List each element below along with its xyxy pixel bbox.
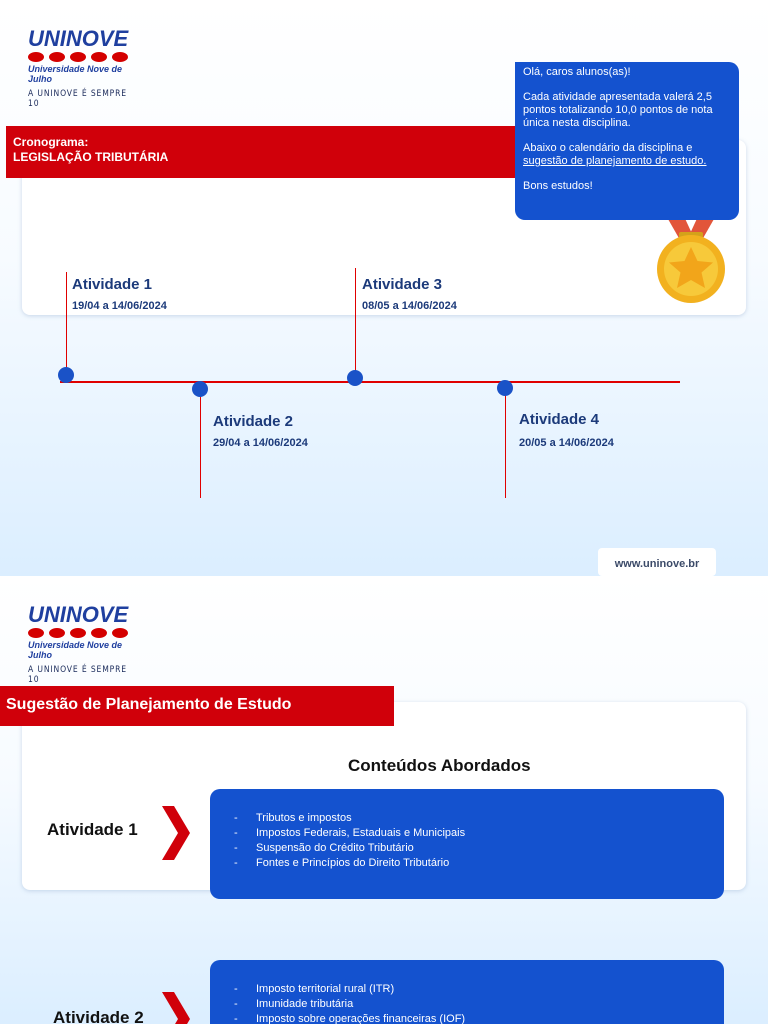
uninove-logo xyxy=(28,28,148,109)
topic-item: - Imunidade tributária xyxy=(230,997,724,1012)
timeline-axis xyxy=(60,381,680,383)
logo-dots xyxy=(28,628,148,638)
bubble-paragraph-1: Cada atividade apresentada valerá 2,5 pontos totalizando 10,0 pontos de nota única nesta disciplina. xyxy=(523,91,713,129)
logo-brand: UNINOVE xyxy=(28,602,129,627)
medal-star-icon xyxy=(650,210,732,306)
website-link[interactable]: www.uninove.br xyxy=(598,548,716,576)
schedule-header xyxy=(6,126,532,178)
logo-brand: UNINOVE xyxy=(28,26,129,51)
topic-item: - Suspensão do Crédito Tributário xyxy=(230,841,724,856)
activity-4-title: Atividade 4 xyxy=(519,411,600,428)
logo-dots xyxy=(28,52,148,62)
activity-4-dates: 20/05 a 14/06/2024 xyxy=(519,437,614,449)
bubble-closing: Bons estudos! xyxy=(523,180,593,192)
activity-3-dates: 08/05 a 14/06/2024 xyxy=(362,300,457,312)
logo-subtitle: Universidade Nove de Julho xyxy=(28,64,123,84)
activity-1-topics xyxy=(210,789,724,899)
study-plan-header: Sugestão de Planejamento de Estudo xyxy=(0,686,394,726)
study-activity-2-label: Atividade 2 xyxy=(53,1008,144,1024)
contents-heading: Conteúdos Abordados xyxy=(348,756,531,775)
bubble-paragraph-2-text: Abaixo o calendário da disciplina e xyxy=(523,142,693,154)
chevron-right-icon xyxy=(160,804,192,862)
activity-2-title: Atividade 2 xyxy=(213,413,294,430)
bubble-paragraph-2 xyxy=(523,142,731,168)
logo-subtitle: Universidade Nove de Julho xyxy=(28,640,123,660)
topic-item: - Imposto sobre operações financeiras (IOF) xyxy=(230,1012,724,1024)
welcome-message-bubble xyxy=(515,62,739,220)
timeline-dot-1 xyxy=(58,367,74,383)
activity-2-topics xyxy=(210,960,724,1024)
timeline-connector-3 xyxy=(355,268,356,378)
activity-1-dates: 19/04 a 14/06/2024 xyxy=(72,300,167,312)
timeline-dot-2 xyxy=(192,381,208,397)
timeline-connector-1 xyxy=(66,272,67,376)
activity-3-title: Atividade 3 xyxy=(362,276,443,293)
timeline-dot-4 xyxy=(497,380,513,396)
timeline-dot-3 xyxy=(347,370,363,386)
schedule-header-label: Cronograma: xyxy=(13,135,89,149)
study-plan-link[interactable]: sugestão de planejamento de estudo. xyxy=(523,155,707,167)
slide-study-plan xyxy=(0,576,768,1024)
topic-item: - Imposto territorial rural (ITR) xyxy=(230,982,724,997)
chevron-right-icon xyxy=(160,990,192,1024)
timeline-connector-4 xyxy=(505,392,506,498)
topic-item: - Impostos Federais, Estaduais e Municipais xyxy=(230,826,724,841)
timeline-connector-2 xyxy=(200,392,201,498)
bubble-greeting: Olá, caros alunos(as)! xyxy=(523,66,631,78)
topic-item: - Fontes e Princípios do Direito Tributário xyxy=(230,856,724,871)
schedule-header-subject: LEGISLAÇÃO TRIBUTÁRIA xyxy=(13,150,169,164)
uninove-logo xyxy=(28,604,148,685)
study-activity-1-label: Atividade 1 xyxy=(47,820,138,839)
logo-tagline: A UNINOVE É SEMPRE 10 xyxy=(28,665,127,685)
logo-tagline: A UNINOVE É SEMPRE 10 xyxy=(28,89,127,109)
activity-1-title: Atividade 1 xyxy=(72,276,153,293)
topic-item: - Tributos e impostos xyxy=(230,811,724,826)
activity-2-dates: 29/04 a 14/06/2024 xyxy=(213,437,308,449)
